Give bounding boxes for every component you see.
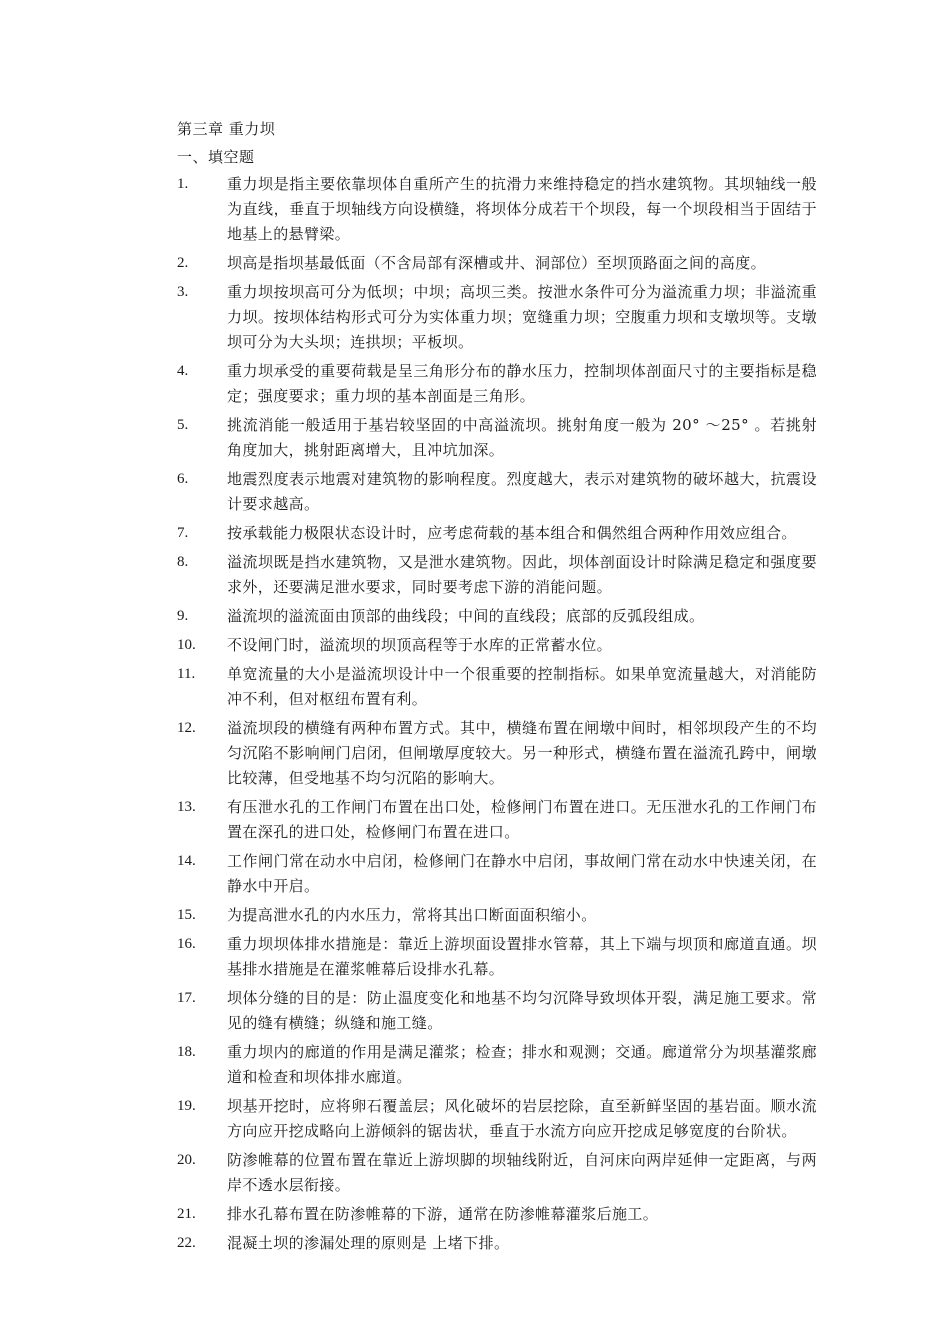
item-number: 22. [177, 1235, 196, 1251]
list-item [177, 521, 817, 546]
item-number: 5. [177, 417, 189, 433]
item-text: 混凝土坝的渗漏处理的原则是 上堵下排。 [227, 1234, 510, 1252]
item-text: 溢流坝既是挡水建筑物，又是泄水建筑物。因此，坝体剖面设计时除满足稳定和强度要求外，还要满足泄水要求，同时要考虑下游的消能问题。 [227, 553, 817, 596]
list-item [177, 604, 817, 629]
item-number: 16. [177, 936, 196, 952]
item-number: 1. [177, 176, 189, 192]
list-item [177, 1148, 817, 1198]
section-title: 一、填空题 [177, 148, 255, 166]
item-number: 21. [177, 1206, 196, 1222]
item-number: 10. [177, 637, 196, 653]
item-text: 重力坝承受的重要荷载是呈三角形分布的静水压力，控制坝体剖面尺寸的主要指标是稳定；强度要求；重力坝的基本剖面是三角形。 [227, 362, 817, 405]
list-item [177, 903, 817, 928]
list-item [177, 1202, 817, 1227]
list-item [177, 1231, 817, 1256]
item-text: 不设闸门时，溢流坝的坝顶高程等于水库的正常蓄水位。 [227, 636, 613, 654]
list-item [177, 849, 817, 899]
item-text: 挑流消能一般适用于基岩较坚固的中高溢流坝。挑射角度一般为 20° ～25° 。若挑射角度加大，挑射距离增大，且冲坑加深。 [227, 416, 817, 459]
list-item [177, 251, 817, 276]
item-text: 重力坝内的廊道的作用是满足灌浆；检查；排水和观测；交通。廊道常分为坝基灌浆廊道和检查和坝体排水廊道。 [227, 1043, 817, 1086]
list-item [177, 550, 817, 600]
item-text: 有压泄水孔的工作闸门布置在出口处，检修闸门布置在进口。无压泄水孔的工作闸门布置在深孔的进口处，检修闸门布置在进口。 [227, 798, 817, 841]
item-number: 18. [177, 1044, 196, 1060]
item-number: 13. [177, 799, 196, 815]
list-item [177, 467, 817, 517]
list-item [177, 413, 817, 463]
item-text: 排水孔幕布置在防渗帷幕的下游，通常在防渗帷幕灌浆后施工。 [227, 1205, 659, 1223]
item-number: 15. [177, 907, 196, 923]
item-text: 坝基开挖时，应将卵石覆盖层；风化破坏的岩层挖除，直至新鲜坚固的基岩面。顺水流方向应开挖成略向上游倾斜的锯齿状，垂直于水流方向应开挖成足够宽度的台阶状。 [227, 1097, 817, 1140]
item-number: 7. [177, 525, 189, 541]
list-item [177, 1094, 817, 1144]
item-number: 6. [177, 471, 189, 487]
item-number: 19. [177, 1098, 196, 1114]
list-item [177, 716, 817, 791]
item-number: 17. [177, 990, 196, 1006]
item-number: 2. [177, 255, 189, 271]
chapter-title: 第三章 重力坝 [177, 120, 276, 138]
list-item [177, 932, 817, 982]
list-item [177, 172, 817, 247]
item-text: 坝高是指坝基最低面（不含局部有深槽或井、洞部位）至坝顶路面之间的高度。 [227, 254, 767, 272]
item-number: 20. [177, 1152, 196, 1168]
list-item [177, 662, 817, 712]
item-number: 3. [177, 284, 189, 300]
item-text: 溢流坝段的横缝有两种布置方式。其中，横缝布置在闸墩中间时，相邻坝段产生的不均匀沉陷不影响闸门启闭，但闸墩厚度较大。另一种形式，横缝布置在溢流孔跨中，闸墩比较薄，但受地基不均匀沉陷的影响大。 [227, 719, 817, 787]
item-number: 9. [177, 608, 189, 624]
list-item [177, 633, 817, 658]
list-item [177, 795, 817, 845]
list-item [177, 359, 817, 409]
list-item [177, 280, 817, 355]
item-text: 单宽流量的大小是溢流坝设计中一个很重要的控制指标。如果单宽流量越大，对消能防冲不利，但对枢纽布置有利。 [227, 665, 817, 708]
list-item [177, 1040, 817, 1090]
item-text: 为提高泄水孔的内水压力，常将其出口断面面积缩小。 [227, 906, 597, 924]
item-number: 14. [177, 853, 196, 869]
question-list [177, 172, 817, 1260]
item-text: 工作闸门常在动水中启闭，检修闸门在静水中启闭，事故闸门常在动水中快速关闭，在静水中开启。 [227, 852, 817, 895]
item-text: 溢流坝的溢流面由顶部的曲线段；中间的直线段；底部的反弧段组成。 [227, 607, 705, 625]
list-item [177, 986, 817, 1036]
item-number: 8. [177, 554, 189, 570]
item-number: 4. [177, 363, 189, 379]
item-number: 12. [177, 720, 196, 736]
item-number: 11. [177, 666, 196, 682]
item-text: 地震烈度表示地震对建筑物的影响程度。烈度越大，表示对建筑物的破坏越大，抗震设计要求越高。 [227, 470, 817, 513]
item-text: 重力坝按坝高可分为低坝；中坝；高坝三类。按泄水条件可分为溢流重力坝；非溢流重力坝。按坝体结构形式可分为实体重力坝；宽缝重力坝；空腹重力坝和支墩坝等。支墩坝可分为大头坝；连拱坝；平板坝。 [227, 283, 817, 351]
item-text: 重力坝是指主要依靠坝体自重所产生的抗滑力来维持稳定的挡水建筑物。其坝轴线一般为直线，垂直于坝轴线方向设横缝，将坝体分成若干个坝段，每一个坝段相当于固结于地基上的悬臂梁。 [227, 175, 817, 243]
item-text: 坝体分缝的目的是：防止温度变化和地基不均匀沉降导致坝体开裂，满足施工要求。常见的缝有横缝；纵缝和施工缝。 [227, 989, 817, 1032]
item-text: 防渗帷幕的位置布置在靠近上游坝脚的坝轴线附近，自河床向两岸延伸一定距离，与两岸不透水层衔接。 [227, 1151, 817, 1194]
item-text: 按承载能力极限状态设计时，应考虑荷载的基本组合和偶然组合两种作用效应组合。 [227, 524, 797, 542]
item-text: 重力坝坝体排水措施是：靠近上游坝面设置排水管幕，其上下端与坝顶和廊道直通。坝基排水措施是在灌浆帷幕后设排水孔幕。 [227, 935, 817, 978]
